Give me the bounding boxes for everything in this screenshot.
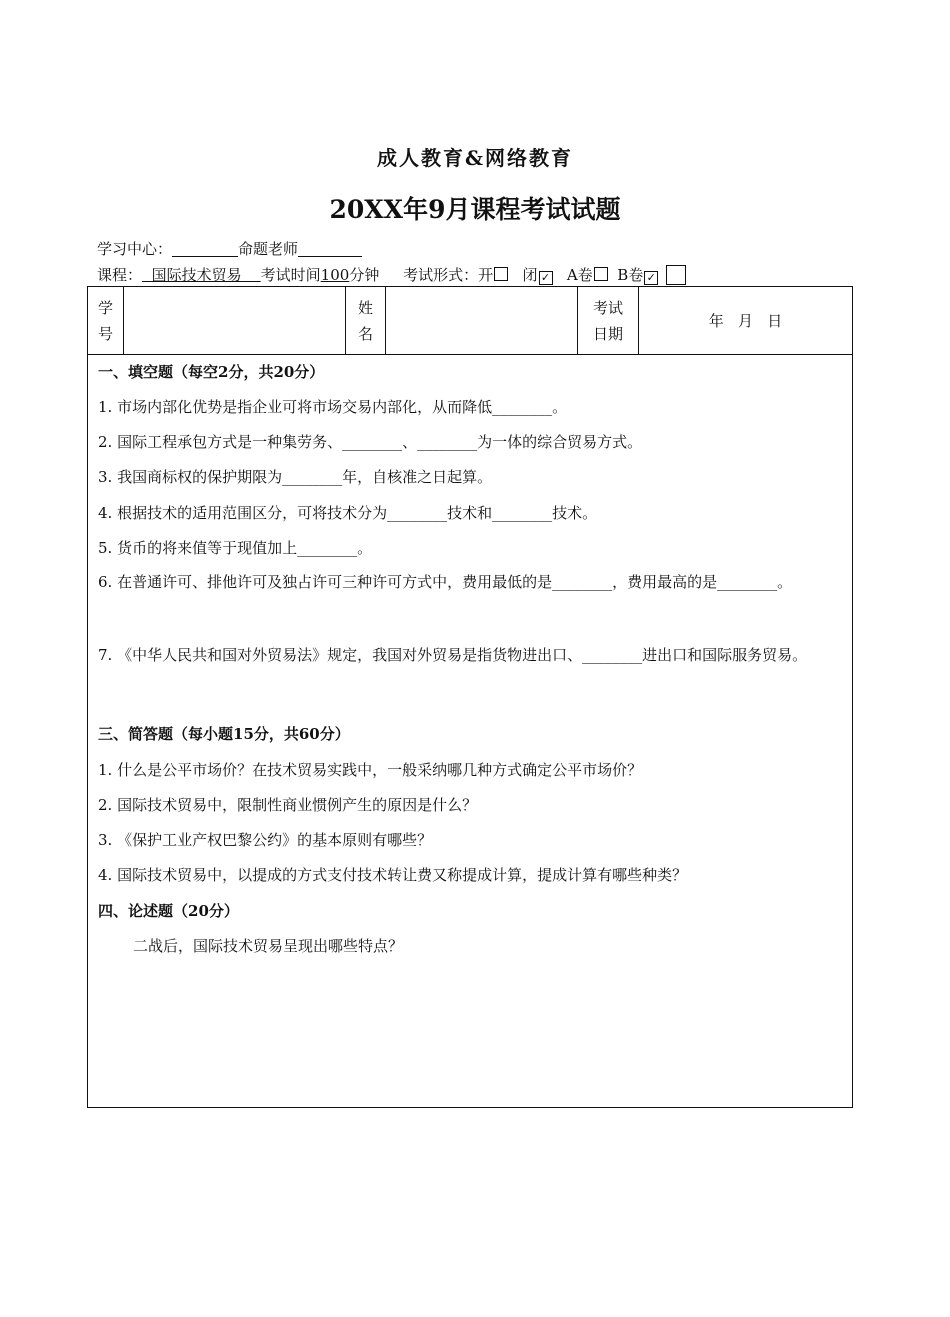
exam-title: 20XX年9月课程考试试题	[329, 195, 621, 224]
question-item: 5. 货币的将来值等于现值加上________。	[98, 539, 373, 557]
open-book-checkbox[interactable]	[494, 267, 508, 281]
question-item: 7. 《中华人民共和国对外贸易法》规定，我国对外贸易是指货物进出口、________进出口和国际服务贸易。	[98, 646, 808, 664]
header-row	[88, 287, 852, 355]
exam-date-value[interactable]: 年 月 日	[708, 312, 783, 330]
student-number-label: 学 号	[88, 287, 124, 354]
closed-book-checkbox[interactable]: ✓	[539, 271, 553, 285]
info-line-2	[97, 264, 686, 285]
exam-time-label: 考试时间	[260, 266, 321, 284]
question-item: 6. 在普通许可、排他许可及独占许可三种许可方式中，费用最低的是________，费用最高的是________。	[98, 573, 793, 591]
exam-table	[87, 286, 853, 1108]
question-item: 2. 国际工程承包方式是一种集劳务、________、________为一体的综合贸易方式。	[98, 433, 643, 451]
learning-center-field[interactable]	[172, 240, 238, 257]
question-item: 3. 我国商标权的保护期限为________年，自核准之日起算。	[98, 468, 493, 486]
course-label: 课程：	[97, 266, 143, 284]
question-item: 4. 根据技术的适用范围区分，可将技术分为________技术和________技术。	[98, 504, 598, 522]
exam-date-label: 考试 日期	[578, 287, 639, 354]
paper-a-label: A卷	[566, 266, 593, 284]
question-item: 4. 国际技术贸易中，以提成的方式支付技术转让费又称提成计算，提成计算有哪些种类？	[98, 866, 688, 884]
name-label: 姓 名	[346, 287, 386, 354]
exam-time-value: 100	[320, 266, 350, 284]
section-essay-title: 四、论述题（20分）	[98, 902, 239, 920]
info-line-1	[97, 238, 362, 259]
student-number-field[interactable]	[124, 287, 346, 354]
name-field[interactable]	[386, 287, 578, 354]
paper-a-checkbox[interactable]	[594, 267, 608, 281]
paper-b-label: B卷	[617, 266, 644, 284]
question-item: 1. 市场内部化优势是指企业可将市场交易内部化，从而降低________。	[98, 398, 568, 416]
exam-time-unit: 分钟	[349, 266, 380, 284]
closed-book-label: 闭	[522, 266, 538, 284]
teacher-label: 命题老师	[238, 240, 299, 258]
course-name: 国际技术贸易	[151, 266, 242, 284]
question-item: 二战后，国际技术贸易呈现出哪些特点？	[133, 937, 404, 955]
section-fill-blank-title: 一、填空题（每空2分，共20分）	[98, 363, 325, 381]
question-item: 2. 国际技术贸易中，限制性商业惯例产生的原因是什么？	[98, 796, 478, 814]
question-item: 1. 什么是公平市场价？在技术贸易实践中，一般采纳哪几种方式确定公平市场价？	[98, 761, 643, 779]
section-short-answer-title: 三、简答题（每小题15分，共60分）	[98, 725, 350, 743]
extra-box[interactable]	[666, 265, 686, 285]
paper-b-checkbox[interactable]: ✓	[644, 271, 658, 285]
question-item: 3. 《保护工业产权巴黎公约》的基本原则有哪些？	[98, 831, 433, 849]
exam-form-label: 考试形式：开	[403, 266, 494, 284]
institution-title: 成人教育&网络教育	[376, 146, 574, 170]
teacher-field[interactable]	[298, 240, 362, 257]
learning-center-label: 学习中心：	[97, 240, 173, 258]
